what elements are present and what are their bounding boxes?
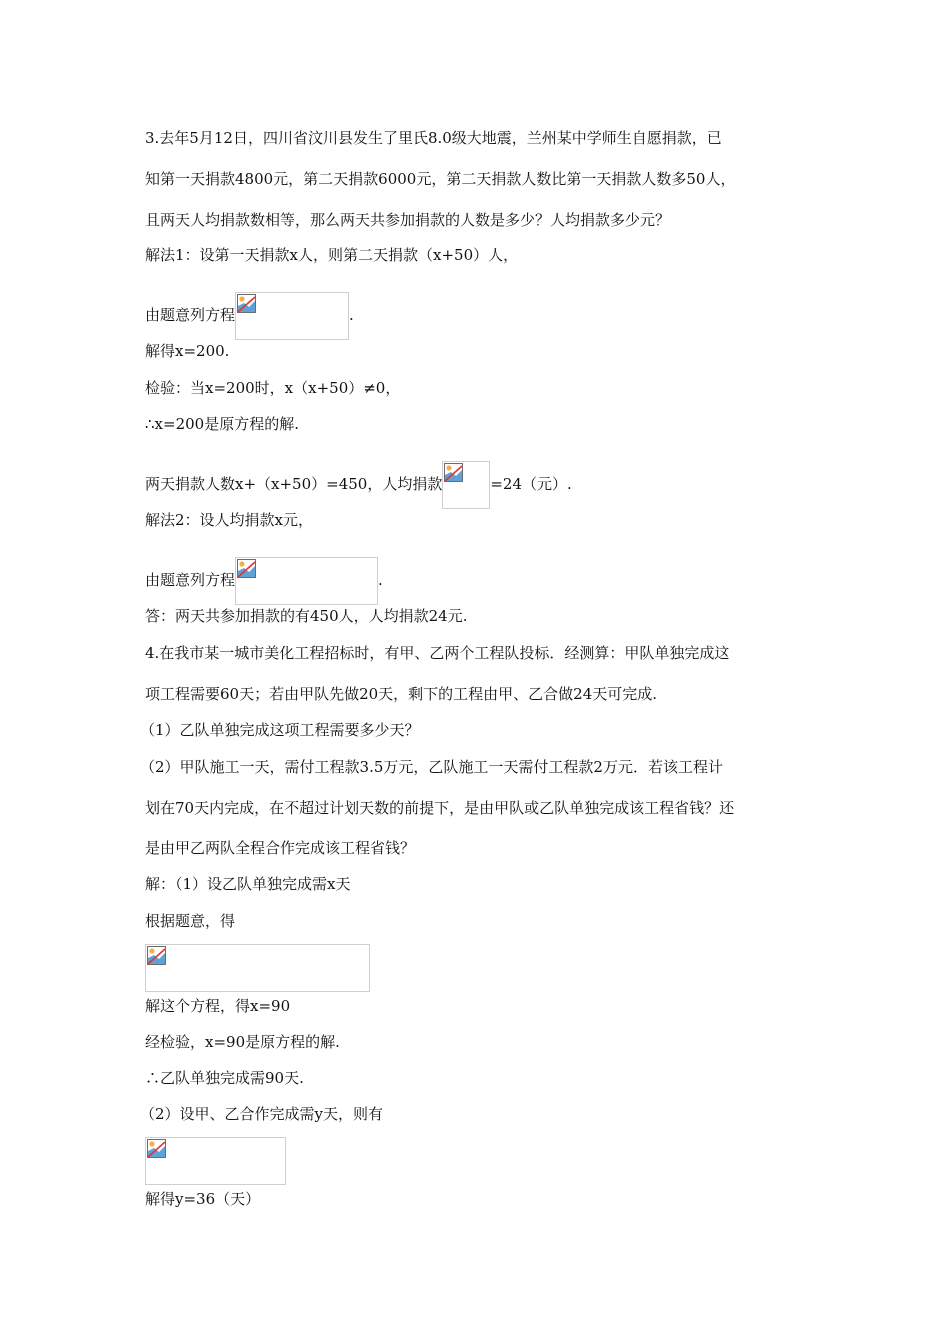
q4-part-2-line-1: （2）甲队施工一天，需付工程款3.5万元，乙队施工一天需付工程款2万元．若该工程计	[140, 758, 723, 776]
q4-solution-5: ∴乙队单独完成需90天.	[145, 1069, 304, 1087]
q4-solution-3: 解这个方程，得x=90	[145, 997, 291, 1015]
broken-image-icon	[147, 1139, 166, 1158]
broken-image-icon	[147, 946, 166, 965]
q3-total-suffix: =24（元）.	[490, 475, 572, 493]
equation-image-placeholder	[145, 944, 370, 992]
q3-total-line	[145, 461, 572, 509]
equation-image-placeholder	[442, 461, 490, 509]
q4-solution-2: 根据题意，得	[145, 912, 236, 930]
q3-equation-1-prefix: 由题意列方程	[145, 306, 236, 324]
q3-check-1: 检验：当x=200时，x（x+50）≠0，	[145, 379, 401, 397]
broken-image-icon	[444, 463, 463, 482]
broken-image-icon	[237, 294, 256, 313]
q3-line-2: 知第一天捐款4800元，第二天捐款6000元，第二天捐款人数比第一天捐款人数多50人，	[145, 170, 736, 188]
q4-part-1: （1）乙队单独完成这项工程需要多少天？	[140, 721, 420, 739]
q3-line-1: 3.去年5月12日，四川省汶川县发生了里氏8.0级大地震，兰州某中学师生自愿捐款，已	[145, 129, 722, 147]
q3-line-3: 且两天人均捐款数相等，那么两天共参加捐款的人数是多少？人均捐款多少元？	[145, 211, 671, 229]
q3-method-2: 解法2：设人均捐款x元，	[145, 511, 314, 529]
q3-equation-2-prefix: 由题意列方程	[145, 571, 236, 589]
q4-solution-6: （2）设甲、乙合作完成需y天，则有	[140, 1105, 384, 1123]
q3-answer: 答：两天共参加捐款的有450人，人均捐款24元.	[145, 607, 468, 625]
q4-part-2-line-2: 划在70天内完成，在不超过计划天数的前提下，是由甲队或乙队单独完成该工程省钱？还	[145, 799, 735, 817]
q4-part-2-line-3: 是由甲乙两队全程合作完成该工程省钱？	[145, 839, 416, 857]
q4-solution-1: 解：（1）设乙队单独完成需x天	[145, 875, 351, 893]
q3-solution-1: 解得x=200.	[145, 342, 230, 360]
broken-image-icon	[237, 559, 256, 578]
q3-equation-2-line	[145, 557, 383, 605]
q3-equation-1-line	[145, 292, 354, 340]
q4-line-2: 项工程需要60天；若由甲队先做20天，剩下的工程由甲、乙合做24天可完成.	[145, 685, 658, 703]
q4-solution-4: 经检验，x=90是原方程的解.	[145, 1033, 340, 1051]
equation-image-placeholder	[235, 557, 378, 605]
q3-total-prefix: 两天捐款人数x+（x+50）=450，人均捐款	[145, 475, 443, 493]
equation-image-placeholder	[145, 1137, 286, 1185]
q3-method-1: 解法1：设第一天捐款x人，则第二天捐款（x+50）人，	[145, 246, 519, 264]
q3-equation-2-suffix: .	[378, 571, 383, 589]
equation-image-placeholder	[235, 292, 349, 340]
q4-solution-7: 解得y=36（天）	[145, 1190, 261, 1208]
q3-equation-1-suffix: .	[349, 306, 354, 324]
q4-line-1: 4.在我市某一城市美化工程招标时，有甲、乙两个工程队投标．经测算：甲队单独完成这	[145, 644, 730, 662]
q3-conclusion-1: ∴x=200是原方程的解.	[145, 415, 299, 433]
